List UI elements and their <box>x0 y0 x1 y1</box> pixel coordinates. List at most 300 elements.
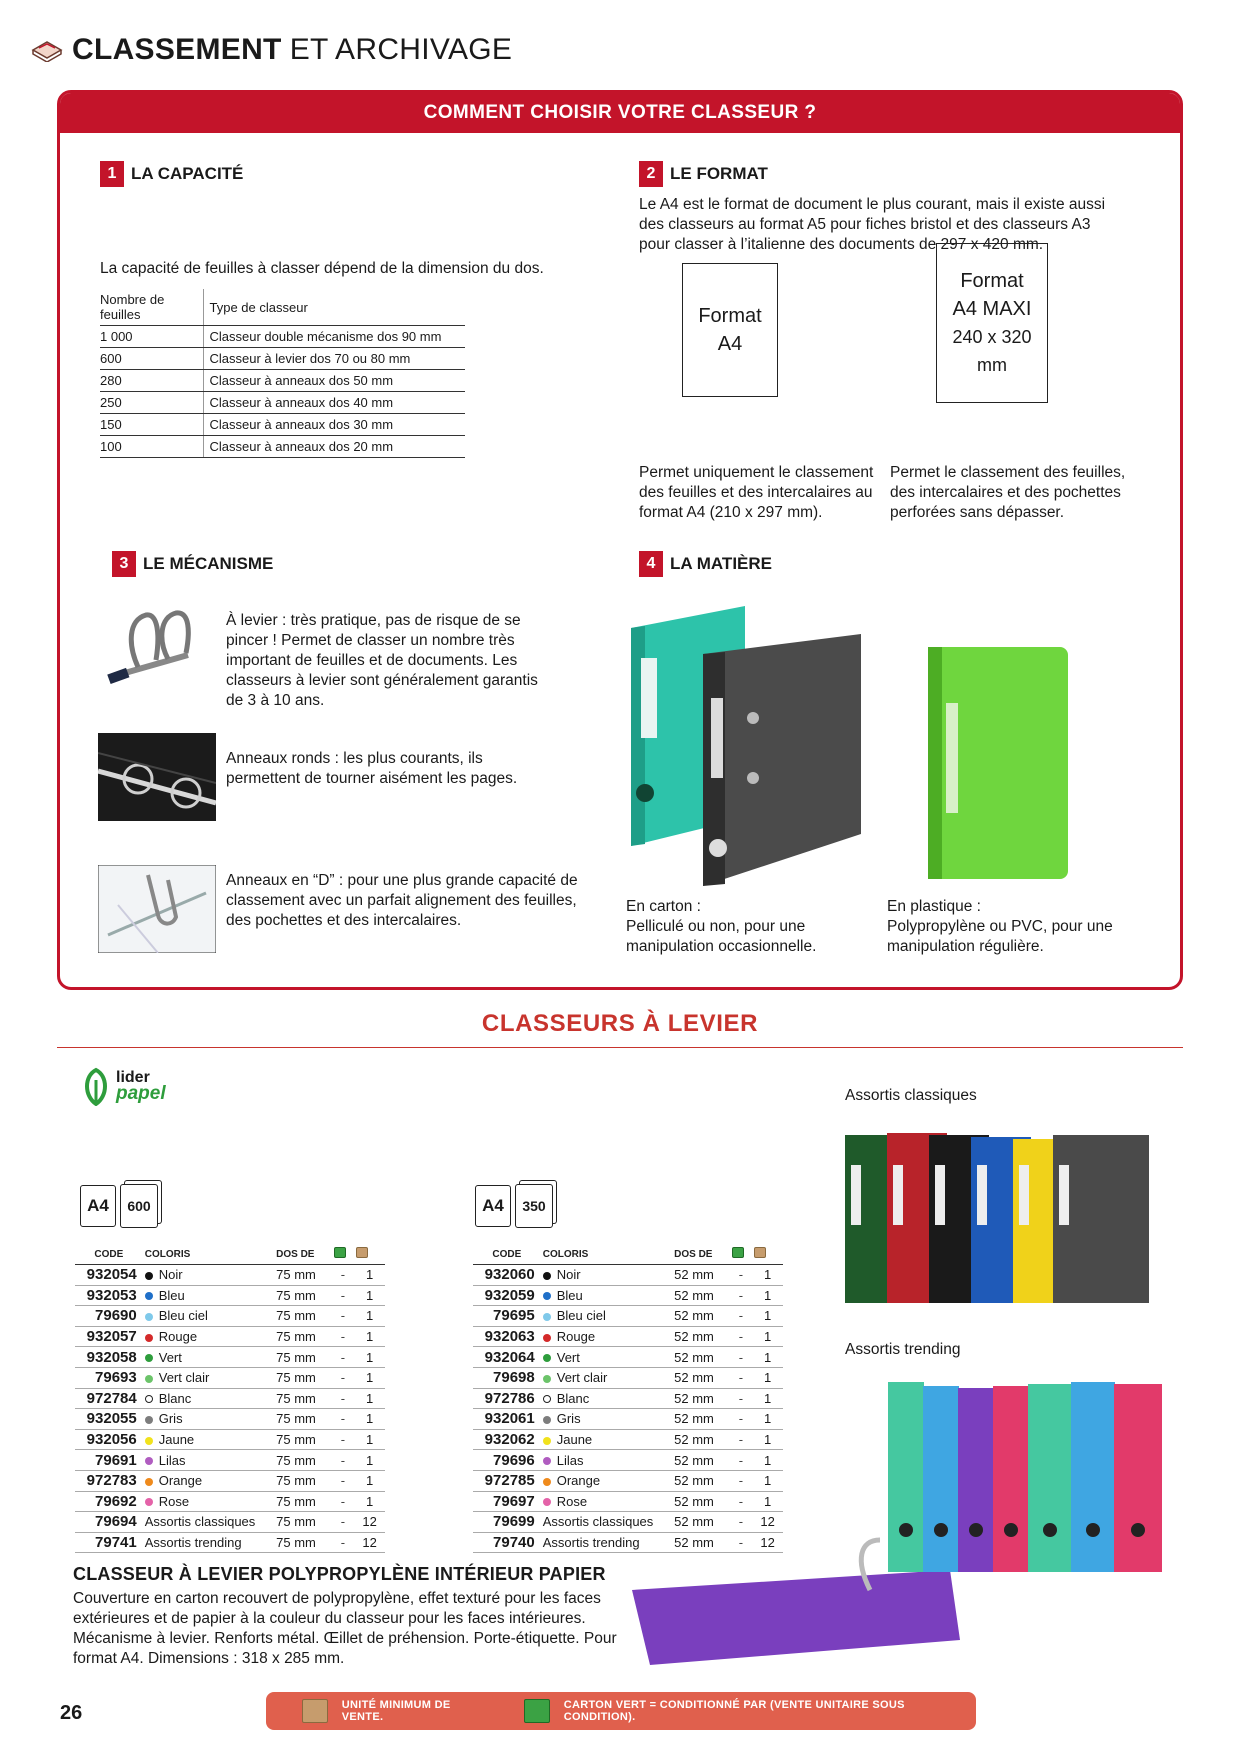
table-row <box>75 1429 385 1450</box>
spine-width: 52 mm <box>672 1532 729 1553</box>
min-sale-unit: 1 <box>354 1306 385 1327</box>
green-carton-qty: - <box>730 1429 753 1450</box>
color-label: Jaune <box>158 1432 195 1448</box>
green-carton-qty: - <box>332 1285 355 1306</box>
product-code: 932058 <box>75 1347 143 1368</box>
page-header <box>30 30 512 70</box>
round-rings-description: Anneaux ronds : les plus courants, ils permettent de tourner aisément les pages. <box>226 750 518 787</box>
color-label: Rouge <box>158 1329 198 1345</box>
green-carton-qty: - <box>730 1306 753 1327</box>
format-a4-maxi-box <box>936 243 1048 403</box>
color-label: Rose <box>158 1493 190 1509</box>
format-intro: Le A4 est le format de document le plus courant, mais il existe aussi des classeurs au format A5 pour fiches bristol et des classeurs A3 pour classer à l’italienne des documents de 297 x 420 mm. <box>639 196 1106 253</box>
color-swatch <box>145 1416 153 1424</box>
spine-width: 75 mm <box>274 1306 331 1327</box>
format-a4-icon: A4 <box>475 1185 511 1227</box>
section-title: LE FORMAT <box>670 164 768 183</box>
spine-width: 75 mm <box>274 1409 331 1430</box>
green-carton-qty: - <box>332 1347 355 1368</box>
color-swatch <box>543 1457 551 1465</box>
table-row <box>75 1491 385 1512</box>
spine-width: 52 mm <box>672 1429 729 1450</box>
min-sale-unit: 12 <box>752 1532 783 1553</box>
color-label: Vert clair <box>556 1370 608 1386</box>
format-a4-icon: A4 <box>80 1185 116 1227</box>
color-swatch <box>145 1313 153 1321</box>
spine-width: 52 mm <box>672 1285 729 1306</box>
color-label: Vert <box>556 1349 580 1365</box>
sheet-count: 280 <box>100 370 203 392</box>
footer-legend <box>266 1692 976 1730</box>
spine-width: 52 mm <box>672 1347 729 1368</box>
product-color <box>143 1285 274 1306</box>
format-a4-value: A4 <box>717 333 743 355</box>
green-carton-qty: - <box>332 1512 355 1533</box>
format-capacity-icon-2 <box>475 1184 553 1228</box>
product-code: 79694 <box>75 1512 143 1533</box>
table-row <box>75 1306 385 1327</box>
table-row <box>75 1532 385 1553</box>
color-swatch <box>145 1437 153 1445</box>
min-sale-unit: 1 <box>354 1409 385 1430</box>
color-label: Assortis trending <box>144 1535 242 1551</box>
format-maxi-value: A4 MAXI <box>952 298 1032 320</box>
min-sale-unit: 1 <box>752 1326 783 1347</box>
product-code: 79699 <box>473 1512 541 1533</box>
binder-type: Classeur à anneaux dos 40 mm <box>203 392 465 414</box>
section-title: LA CAPACITÉ <box>131 164 244 183</box>
min-sale-unit: 1 <box>354 1388 385 1409</box>
color-swatch <box>543 1478 551 1486</box>
color-label: Vert <box>158 1349 182 1365</box>
min-sale-unit: 1 <box>752 1409 783 1430</box>
product-code: 932059 <box>473 1285 541 1306</box>
section-divider <box>57 1047 1183 1048</box>
capacity-350-icon: 350 <box>515 1184 553 1228</box>
product-code: 79690 <box>75 1306 143 1327</box>
color-swatch <box>543 1375 551 1383</box>
col-code: CODE <box>473 1245 541 1265</box>
assortment-classic-label: Assortis classiques <box>845 1087 977 1104</box>
green-carton-icon <box>732 1247 744 1258</box>
capacity-heading <box>100 161 243 187</box>
color-swatch <box>543 1416 551 1424</box>
spine-width: 75 mm <box>274 1532 331 1553</box>
min-sale-unit: 1 <box>354 1347 385 1368</box>
green-carton-qty: - <box>730 1265 753 1286</box>
binder-type: Classeur à anneaux dos 50 mm <box>203 370 465 392</box>
binder-guide-panel <box>57 90 1183 990</box>
spine-width: 52 mm <box>672 1265 729 1286</box>
table-row <box>473 1306 783 1327</box>
material-heading <box>639 551 772 577</box>
product-color <box>143 1512 274 1533</box>
plastic-binder-image <box>920 633 1080 883</box>
section-title: LE MÉCANISME <box>143 554 274 573</box>
d-rings-image <box>98 865 216 953</box>
green-carton-qty: - <box>730 1491 753 1512</box>
spine-width: 52 mm <box>672 1450 729 1471</box>
color-swatch <box>145 1292 153 1300</box>
min-sale-unit: 1 <box>752 1450 783 1471</box>
product-color <box>143 1429 274 1450</box>
format-a4-label: Format <box>698 305 762 327</box>
lider-papel-logo <box>82 1066 166 1106</box>
lever-description: À levier : très pratique, pas de risque de se pincer ! Permet de classer un nombre très important de feuilles et de documents. Les classeurs à levier sont généralement garantis de 3 à 10 ans. <box>226 612 538 709</box>
color-swatch <box>543 1437 551 1445</box>
page-title-light: ET ARCHIVAGE <box>289 33 513 66</box>
cardboard-binders-image <box>625 598 875 888</box>
green-carton-qty: - <box>730 1409 753 1430</box>
color-label: Blanc <box>158 1390 192 1406</box>
green-carton-qty: - <box>730 1450 753 1471</box>
carton-box-icon <box>302 1699 328 1723</box>
color-swatch <box>145 1395 153 1403</box>
spine-width: 75 mm <box>274 1367 331 1388</box>
color-label: Assortis classiques <box>542 1514 654 1530</box>
product-color <box>541 1347 672 1368</box>
sheet-count: 150 <box>100 414 203 436</box>
green-carton-qty: - <box>730 1367 753 1388</box>
color-label: Rouge <box>556 1329 596 1345</box>
sheet-count: 250 <box>100 392 203 414</box>
carton-text: Pelliculé ou non, pour une manipulation occasionnelle. <box>626 918 817 955</box>
product-code: 79741 <box>75 1532 143 1553</box>
color-label: Bleu <box>158 1287 185 1303</box>
binder-type: Classeur à anneaux dos 30 mm <box>203 414 465 436</box>
min-sale-unit: 1 <box>354 1326 385 1347</box>
product-color <box>143 1470 274 1491</box>
col-colors: COLORIS <box>143 1245 274 1265</box>
spine-width: 52 mm <box>672 1388 729 1409</box>
spine-width: 75 mm <box>274 1450 331 1471</box>
color-swatch <box>145 1457 153 1465</box>
color-label: Gris <box>158 1411 183 1427</box>
product-code: 932061 <box>473 1409 541 1430</box>
spine-width: 75 mm <box>274 1388 331 1409</box>
product-color <box>143 1347 274 1368</box>
page-number: 26 <box>60 1702 83 1724</box>
spine-width: 52 mm <box>672 1512 729 1533</box>
format-maxi-label: Format <box>960 270 1024 292</box>
lever-mechanism-image <box>98 605 214 693</box>
product-title: CLASSEUR À LEVIER POLYPROPYLÈNE INTÉRIEUR PAPIER <box>73 1564 606 1584</box>
product-code: 79693 <box>75 1367 143 1388</box>
product-color <box>143 1367 274 1388</box>
table-row <box>75 1367 385 1388</box>
product-color <box>541 1306 672 1327</box>
color-swatch <box>543 1292 551 1300</box>
min-sale-unit: 1 <box>752 1265 783 1286</box>
product-description: Couverture en carton recouvert de polypropylène, effet texturé pour les faces extérieures et de papier à la couleur du classeur pour les faces intérieures. Mécanisme à levier. Renforts métal. Œillet de préhension. Porte-étiquette. Pour format A4. Dimensions : 318 x 285 mm. <box>73 1590 617 1667</box>
color-swatch <box>543 1498 551 1506</box>
product-code: 932060 <box>473 1265 541 1286</box>
col-min-unit <box>752 1245 783 1265</box>
guide-banner: COMMENT CHOISIR VOTRE CLASSEUR ? <box>60 93 1180 133</box>
product-color <box>143 1532 274 1553</box>
color-label: Bleu <box>556 1287 583 1303</box>
capacity-col-type: Type de classeur <box>203 289 465 326</box>
leaf-icon <box>82 1066 112 1106</box>
product-code: 79740 <box>473 1532 541 1553</box>
color-label: Rose <box>556 1493 588 1509</box>
product-color <box>143 1409 274 1430</box>
min-sale-unit: 1 <box>354 1470 385 1491</box>
product-code: 79697 <box>473 1491 541 1512</box>
plastic-text: Polypropylène ou PVC, pour une manipulation régulière. <box>887 918 1113 955</box>
product-color <box>541 1326 672 1347</box>
spine-width: 52 mm <box>672 1491 729 1512</box>
color-swatch <box>543 1395 551 1403</box>
green-carton-qty: - <box>332 1429 355 1450</box>
green-carton-qty: - <box>332 1326 355 1347</box>
min-sale-unit: 12 <box>354 1512 385 1533</box>
product-code: 972783 <box>75 1470 143 1491</box>
table-row <box>75 1409 385 1430</box>
table-row <box>473 1265 783 1286</box>
product-color <box>143 1491 274 1512</box>
spine-width: 52 mm <box>672 1306 729 1327</box>
green-carton-qty: - <box>730 1285 753 1306</box>
archive-icon <box>30 38 64 62</box>
col-colors: COLORIS <box>541 1245 672 1265</box>
product-code: 932056 <box>75 1429 143 1450</box>
min-sale-unit: 1 <box>354 1285 385 1306</box>
green-carton-qty: - <box>332 1470 355 1491</box>
green-carton-icon <box>334 1247 346 1258</box>
table-row <box>75 1326 385 1347</box>
product-code: 972785 <box>473 1470 541 1491</box>
capacity-row <box>100 348 465 370</box>
spine-width: 75 mm <box>274 1285 331 1306</box>
round-rings-image <box>98 733 216 821</box>
col-dos: DOS DE <box>274 1245 331 1265</box>
color-label: Jaune <box>556 1432 593 1448</box>
color-label: Orange <box>556 1473 601 1489</box>
green-carton-qty: - <box>332 1450 355 1471</box>
min-sale-unit: 1 <box>354 1450 385 1471</box>
product-color <box>143 1326 274 1347</box>
carton-title: En carton : <box>626 898 701 915</box>
capacity-intro: La capacité de feuilles à classer dépend de la dimension du dos. <box>100 260 544 277</box>
color-swatch <box>543 1313 551 1321</box>
format-heading <box>639 161 768 187</box>
color-swatch <box>145 1478 153 1486</box>
page-title-bold: CLASSEMENT <box>72 33 282 66</box>
green-carton-qty: - <box>332 1367 355 1388</box>
capacity-row <box>100 436 465 458</box>
product-color <box>143 1450 274 1471</box>
color-label: Assortis classiques <box>144 1514 256 1530</box>
section-number: 2 <box>639 161 663 187</box>
green-carton-qty: - <box>730 1470 753 1491</box>
color-swatch <box>145 1272 153 1280</box>
product-code: 932062 <box>473 1429 541 1450</box>
min-sale-unit: 1 <box>752 1388 783 1409</box>
min-sale-unit: 1 <box>752 1470 783 1491</box>
product-code: 972786 <box>473 1388 541 1409</box>
brand-name-2: papel <box>116 1083 166 1104</box>
capacity-row <box>100 392 465 414</box>
green-carton-qty: - <box>730 1388 753 1409</box>
col-dos: DOS DE <box>672 1245 729 1265</box>
green-carton-qty: - <box>332 1491 355 1512</box>
green-carton-qty: - <box>332 1306 355 1327</box>
spine-width: 75 mm <box>274 1512 331 1533</box>
capacity-row <box>100 370 465 392</box>
capacity-row <box>100 414 465 436</box>
min-sale-unit: 1 <box>354 1491 385 1512</box>
carton-description <box>626 897 846 957</box>
color-label: Bleu ciel <box>556 1308 606 1324</box>
min-sale-unit: 1 <box>752 1491 783 1512</box>
color-swatch <box>145 1354 153 1362</box>
section-number: 1 <box>100 161 124 187</box>
spine-width: 52 mm <box>672 1470 729 1491</box>
color-label: Noir <box>158 1267 183 1283</box>
product-code: 932063 <box>473 1326 541 1347</box>
color-label: Assortis trending <box>542 1535 640 1551</box>
format-a4-description: Permet uniquement le classement des feuilles et des intercalaires au format A4 (210 x 297 mm). <box>639 464 874 521</box>
sheet-count: 600 <box>100 348 203 370</box>
table-row <box>75 1347 385 1368</box>
legend-green-carton: CARTON VERT = CONDITIONNÉ PAR (VENTE UNITAIRE SOUS CONDITION). <box>563 1699 905 1723</box>
col-code: CODE <box>75 1245 143 1265</box>
section-number: 3 <box>112 551 136 577</box>
product-code: 932064 <box>473 1347 541 1368</box>
color-label: Noir <box>556 1267 581 1283</box>
classic-assortment-image <box>843 1125 1153 1305</box>
col-min-unit <box>354 1245 385 1265</box>
format-maxi-dimensions: 240 x 320 mm <box>952 327 1032 375</box>
min-sale-unit: 1 <box>752 1347 783 1368</box>
product-color <box>541 1265 672 1286</box>
color-label: Vert clair <box>158 1370 210 1386</box>
color-swatch <box>145 1375 153 1383</box>
trending-assortment-image <box>630 1380 1190 1670</box>
table-row <box>75 1512 385 1533</box>
spine-width: 75 mm <box>274 1347 331 1368</box>
legend-min-unit: UNITÉ MINIMUM DE VENTE. <box>341 1699 451 1723</box>
color-swatch <box>145 1334 153 1342</box>
min-sale-unit: 1 <box>354 1265 385 1286</box>
mechanism-heading <box>112 551 273 577</box>
product-table-600 <box>75 1245 385 1553</box>
table-row <box>75 1285 385 1306</box>
product-code: 932057 <box>75 1326 143 1347</box>
capacity-600-icon: 600 <box>120 1184 158 1228</box>
binder-type: Classeur à anneaux dos 20 mm <box>203 436 465 458</box>
spine-width: 75 mm <box>274 1429 331 1450</box>
spine-width: 52 mm <box>672 1326 729 1347</box>
product-code: 79695 <box>473 1306 541 1327</box>
product-code: 79696 <box>473 1450 541 1471</box>
spine-width: 75 mm <box>274 1491 331 1512</box>
d-rings-description: Anneaux en “D” : pour une plus grande capacité de classement avec un parfait alignement des feuilles, des pochettes et des intercalaires. <box>226 872 578 929</box>
section-number: 4 <box>639 551 663 577</box>
col-green-carton <box>332 1245 355 1265</box>
min-sale-unit: 1 <box>752 1367 783 1388</box>
lever-binders-section-title: CLASSEURS À LEVIER <box>481 1010 759 1037</box>
section-title: LA MATIÈRE <box>670 554 772 573</box>
product-code: 932055 <box>75 1409 143 1430</box>
binder-type: Classeur à levier dos 70 ou 80 mm <box>203 348 465 370</box>
product-color <box>541 1285 672 1306</box>
min-sale-unit: 1 <box>752 1285 783 1306</box>
product-color <box>143 1388 274 1409</box>
product-code: 932053 <box>75 1285 143 1306</box>
min-sale-unit: 1 <box>354 1367 385 1388</box>
color-swatch <box>145 1498 153 1506</box>
green-carton-qty: - <box>332 1388 355 1409</box>
table-row <box>473 1326 783 1347</box>
green-carton-qty: - <box>332 1265 355 1286</box>
product-code: 972784 <box>75 1388 143 1409</box>
carton-box-icon <box>356 1247 368 1258</box>
min-sale-unit: 1 <box>752 1429 783 1450</box>
col-green-carton <box>730 1245 753 1265</box>
product-code: 932054 <box>75 1265 143 1286</box>
spine-width: 52 mm <box>672 1367 729 1388</box>
min-sale-unit: 1 <box>752 1306 783 1327</box>
color-label: Lilas <box>556 1452 584 1468</box>
assortment-trending-label: Assortis trending <box>845 1341 961 1358</box>
green-carton-qty: - <box>730 1532 753 1553</box>
color-label: Blanc <box>556 1390 590 1406</box>
table-row <box>473 1347 783 1368</box>
capacity-table <box>100 289 465 458</box>
format-a4-box <box>682 263 778 397</box>
green-carton-icon <box>524 1699 550 1723</box>
product-code: 79698 <box>473 1367 541 1388</box>
format-capacity-icon-1 <box>80 1184 158 1228</box>
color-label: Lilas <box>158 1452 186 1468</box>
spine-width: 75 mm <box>274 1265 331 1286</box>
min-sale-unit: 1 <box>354 1429 385 1450</box>
product-code: 79692 <box>75 1491 143 1512</box>
table-row <box>75 1265 385 1286</box>
product-block <box>73 1564 633 1669</box>
brand-name-1: lider <box>116 1069 150 1086</box>
color-swatch <box>543 1334 551 1342</box>
green-carton-qty: - <box>730 1347 753 1368</box>
product-color <box>143 1306 274 1327</box>
capacity-col-sheets: Nombre de feuilles <box>100 289 203 326</box>
color-swatch <box>543 1272 551 1280</box>
binder-type: Classeur double mécanisme dos 90 mm <box>203 326 465 348</box>
min-sale-unit: 12 <box>354 1532 385 1553</box>
product-color <box>143 1265 274 1286</box>
color-label: Orange <box>158 1473 203 1489</box>
format-maxi-description: Permet le classement des feuilles, des intercalaires et des pochettes perforées sans dépasser. <box>890 464 1126 521</box>
plastic-description <box>887 897 1147 957</box>
sheet-count: 100 <box>100 436 203 458</box>
green-carton-qty: - <box>730 1512 753 1533</box>
sheet-count: 1 000 <box>100 326 203 348</box>
table-row <box>75 1470 385 1491</box>
capacity-row <box>100 326 465 348</box>
min-sale-unit: 12 <box>752 1512 783 1533</box>
table-row <box>75 1450 385 1471</box>
color-label: Gris <box>556 1411 581 1427</box>
product-code: 79691 <box>75 1450 143 1471</box>
spine-width: 75 mm <box>274 1326 331 1347</box>
plastic-title: En plastique : <box>887 898 981 915</box>
color-label: Bleu ciel <box>158 1308 208 1324</box>
spine-width: 52 mm <box>672 1409 729 1430</box>
table-row <box>473 1285 783 1306</box>
carton-box-icon <box>754 1247 766 1258</box>
